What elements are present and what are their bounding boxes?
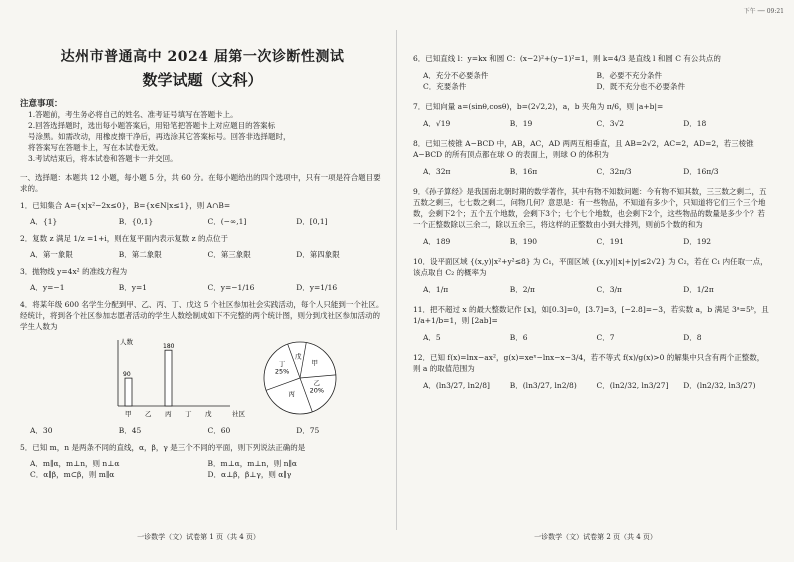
- option: A．{1}: [30, 217, 58, 226]
- option: D．y=1/16: [296, 283, 338, 292]
- option: B．必要不充分条件: [596, 71, 663, 80]
- bar: [165, 350, 172, 406]
- option: A．y=−1: [30, 283, 65, 292]
- option: C．第三象限: [207, 250, 251, 259]
- option: A．1/π: [423, 285, 449, 294]
- bar-chart: [80, 336, 250, 420]
- question-3-options: [20, 282, 385, 293]
- question-1-options: [20, 216, 385, 227]
- tick-label: 甲: [125, 410, 132, 418]
- question-10-options: [413, 284, 770, 295]
- option: A．(ln3/27, ln2/8]: [423, 381, 490, 390]
- option: D．第四象限: [296, 250, 340, 259]
- question-11: 11．把不超过 x 的最大整数记作 [x]，如[0.3]=0，[3.7]=3，[−2.8]=−3，若实数 a，b 满足 3ᵃ=5ᵇ，且 1/a+1/b=1，则 [2ab]=: [413, 305, 769, 325]
- q4-charts: [20, 336, 385, 420]
- pie-slice-label: 戊: [295, 352, 302, 361]
- tick-label: 丁: [185, 410, 192, 418]
- corner-stamp: 下午 ── 09:21: [743, 8, 784, 15]
- tick-label: 丙: [165, 410, 172, 418]
- note-line: 2.回答选择题时，选出每小题答案后，用铅笔把答题卡上对应题目的答案标: [28, 121, 276, 130]
- option: B．(ln3/27, ln2/8): [509, 381, 577, 390]
- question-6: 6．已知直线 l：y=kx 和圆 C：(x−2)²+(y−1)²=1，则 k=4/3 是直线 l 和圆 C 有公共点的: [413, 54, 721, 63]
- option: A．189: [423, 237, 451, 246]
- option: B．6: [509, 333, 528, 342]
- option: B．{0,1}: [118, 217, 154, 226]
- option: C．191: [596, 237, 625, 246]
- option: B．16π: [509, 167, 538, 176]
- question-5-options: [20, 458, 385, 480]
- option: B．190: [509, 237, 538, 246]
- right-page: [397, 0, 794, 562]
- y-axis-label: 人数: [120, 338, 133, 346]
- notes-heading: 注意事项：: [20, 99, 63, 109]
- option: D．α⊥β，β⊥γ，则 α∥γ: [207, 470, 292, 479]
- note-line: 1.答题前，考生务必将自己的姓名、准考证号填写在答题卡上。: [28, 110, 238, 119]
- option: D．192: [683, 237, 712, 246]
- option: C．y=−1/16: [207, 283, 255, 292]
- option: C．3√2: [596, 119, 625, 128]
- question-2-options: [20, 249, 385, 260]
- page-footer: 一诊数学（文）试卷第 2 页（共 4 页）: [534, 533, 657, 541]
- question-6-options: [413, 70, 770, 92]
- question-3: 3．抛物线 y=4x² 的准线方程为: [20, 267, 128, 276]
- option: A．m∥α，m⊥n，则 n⊥α: [30, 459, 120, 468]
- question-9: 9．《孙子算经》是我国南北朝时期的数学著作，其中有物不知数问题：今有物不知其数，三三数之剩二，五五数之剩三，七七数之剩二，问物几何？意思是：有一些物品，不知道有多少个，只知道将它们三个三个地数，会剩下2个；五个五个地数，会剩下3个；七个七个地数，也会剩下2个，这些物品的数量是多少个？若一个正整数除以三余二，除以五余三，将这样的正整数由小到大排列，则前5个数的和为: [413, 187, 767, 229]
- data-label: 180: [163, 343, 175, 351]
- option: B．45: [118, 426, 142, 435]
- question-1: 1．已知集合 A={x|x²−2x≤0}，B={x∈N|x≤1}，则 A∩B=: [20, 201, 231, 210]
- pie-slice-label: 丁 25%: [274, 360, 290, 376]
- pie-slice-label: 乙 20%: [309, 378, 325, 395]
- option: D．(ln2/32, ln3/27): [683, 381, 756, 390]
- option: A．√19: [423, 119, 451, 128]
- question-2: 2．复数 z 满足 1/z =1+i，则在复平面内表示复数 z 的点位于: [20, 234, 228, 243]
- bar: [125, 378, 132, 406]
- option: C．3/π: [596, 285, 622, 294]
- option: B．y=1: [118, 283, 148, 292]
- option: B．m⊥α，m⊥n，则 n∥α: [207, 459, 297, 468]
- option: A．30: [30, 426, 53, 435]
- option: C．充要条件: [423, 82, 467, 91]
- option: D．16π/3: [683, 167, 719, 176]
- page-footer: 一诊数学（文）试卷第 1 页（共 4 页）: [137, 533, 260, 541]
- section-heading: 一、选择题：本题共 12 小题，每小题 5 分，共 60 分。在每小题给出的四个选项中，只有一项是符合题目要求的。: [20, 173, 381, 193]
- question-4-options: [20, 425, 385, 436]
- exam-title: 达州市普通高中 2024 届第一次诊断性测试: [60, 49, 345, 65]
- question-9-options: [413, 236, 770, 247]
- option: D．8: [683, 333, 702, 342]
- note-line: 将答案写在答题卡上，写在本试卷无效。: [28, 143, 163, 152]
- pie-slice-label: 丙: [288, 389, 295, 398]
- question-4: 4．将某年级 600 名学生分配到甲、乙、丙、丁、戊这 5 个社区参加社会实践活动，每个人只能到一个社区。经统计，将到各个社区参加志愿者活动的学生人数绘制成如下不完整的两个统计图，则分到戊社区参加活动的学生人数为: [20, 300, 384, 331]
- option: A．5: [423, 333, 441, 342]
- question-10: 10．设平面区域 {(x,y)|x²+y²≤8} 为 C₁，平面区域 {(x,y)||x|+|y|≤2√2} 为 C₂，若在 C₁ 内任取一点，该点取自 C₂ 的概率为: [413, 257, 768, 277]
- option: A．32π: [423, 167, 451, 176]
- tick-label: 戊: [205, 410, 212, 418]
- x-axis-label: 社区: [232, 410, 245, 418]
- option: C．(ln2/32, ln3/27]: [596, 381, 669, 390]
- option: C．32π/3: [596, 167, 632, 176]
- question-11-options: [413, 332, 770, 343]
- option: B．第二象限: [118, 250, 162, 259]
- option: B．19: [509, 119, 533, 128]
- question-7: 7．已知向量 a=(sinθ,cosθ)，b=(2√2,2)，a，b 夹角为 π/6，则 |a+b|=: [413, 102, 664, 111]
- pie-slice-label: 甲: [311, 358, 318, 367]
- question-12: 12．已知 f(x)=lnx−ax²，g(x)=xeˣ−lnx−x−3/4，若不等式 f(x)/g(x)>0 的解集中只含有两个正整数，则 a 的取值范围为: [413, 353, 765, 373]
- question-8: 8．已知三棱锥 A−BCD 中，AB，AC，AD 两两互相垂直，且 AB=2√2，AC=2，AD=2，若三棱锥 A−BCD 的所有顶点都在球 O 的表面上，则球 O 的体积为: [413, 139, 754, 159]
- exam-subtitle: 数学试题（文科）: [142, 71, 263, 89]
- data-label: 90: [123, 371, 131, 379]
- option: C．60: [207, 426, 231, 435]
- pie-chart: [258, 336, 342, 420]
- option: D．75: [296, 426, 320, 435]
- option: D．1/2π: [683, 285, 714, 294]
- option: A．第一象限: [30, 250, 73, 259]
- option: C．(−∞,1]: [207, 217, 247, 226]
- note-line: 3.考试结束后，将本试卷和答题卡一并交回。: [28, 154, 178, 163]
- option: D．18: [683, 119, 707, 128]
- question-12-options: [413, 380, 770, 391]
- option: C．7: [596, 333, 615, 342]
- option: C．α∥β，m⊂β，则 m∥α: [30, 470, 115, 479]
- option: A．充分不必要条件: [423, 71, 489, 80]
- question-7-options: [413, 118, 770, 129]
- question-5: 5．已知 m，n 是两条不同的直线，α，β，γ 是三个不同的平面，则下列说法正确的是: [20, 443, 306, 452]
- option: D．既不充分也不必要条件: [596, 82, 686, 91]
- note-line: 号涂黑。如需改动，用橡皮擦干净后，再选涂其它答案标号。回答非选择题时，: [28, 132, 291, 141]
- tick-label: 乙: [145, 410, 152, 418]
- question-8-options: [413, 166, 770, 177]
- option: D．[0,1]: [296, 217, 328, 226]
- option: B．2/π: [509, 285, 535, 294]
